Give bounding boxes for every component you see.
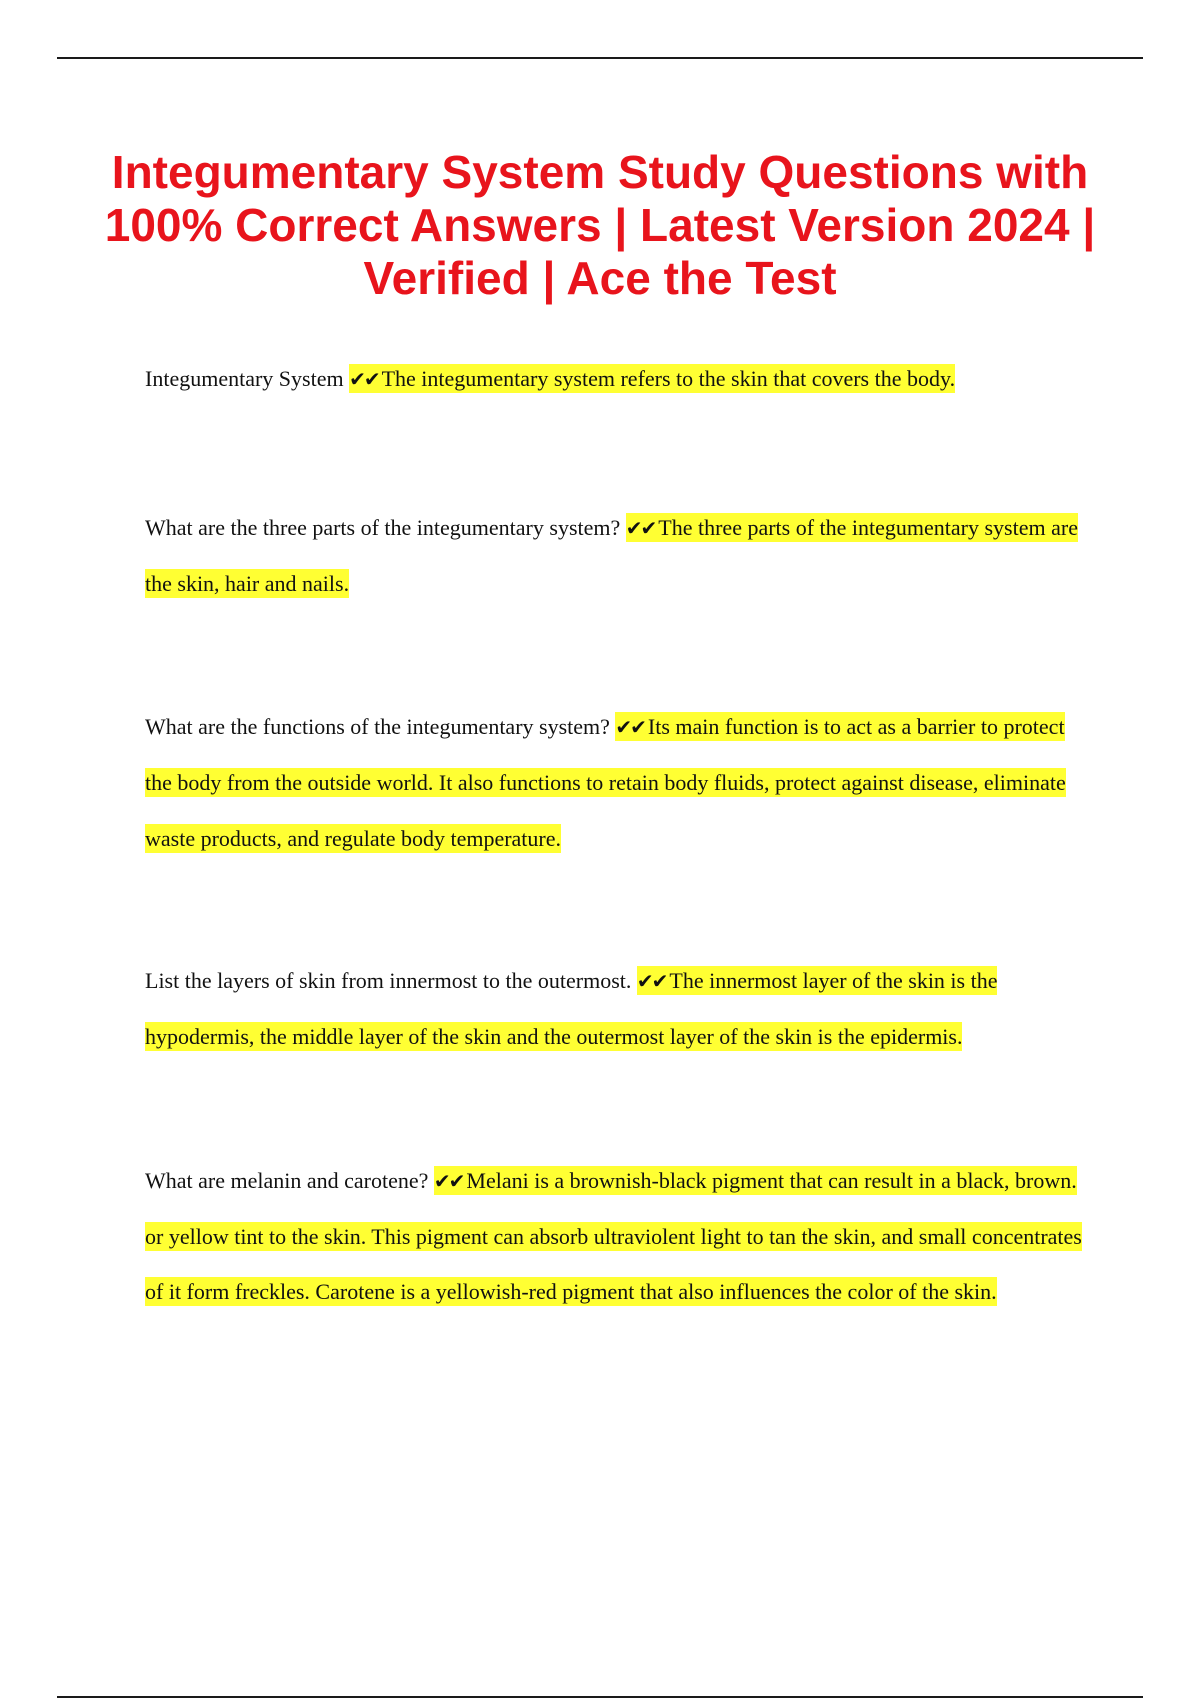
double-check-icon: ✔✔ [636, 969, 667, 993]
answer-text: The three parts of the integumentary system are the skin, hair and nails. [145, 515, 1078, 596]
question-text: Integumentary System [145, 366, 344, 391]
question-text: What are the three parts of the integumentary system? [145, 515, 621, 540]
answer-highlight [349, 364, 955, 393]
top-rule [57, 57, 1143, 59]
answer-text: The innermost layer of the skin is the hypodermis, the middle layer of the skin and the outermost layer of the skin is the epidermis. [145, 968, 998, 1049]
question-text: What are the functions of the integumentary system? [145, 714, 610, 739]
double-check-icon: ✔✔ [615, 715, 645, 739]
qa-entry-4 [145, 953, 1095, 1065]
qa-entry-2 [145, 500, 1095, 612]
answer-text: Melani is a brownish-black pigment that can result in a black, brown. or yellow tint to the skin. This pigment can absorb ultraviolent light to tan the skin, and small concentrates of it form freckles. Carotene is a yellowish-red pigment that also influences the color of the skin. [145, 1168, 1082, 1304]
qa-entry-5 [145, 1153, 1095, 1319]
double-check-icon: ✔✔ [349, 367, 379, 391]
bottom-rule [57, 1696, 1143, 1698]
question-text: List the layers of skin from innermost to the outermost. [145, 968, 632, 993]
document-title: Integumentary System Study Questions with 100% Correct Answers | Latest Version 2024 | Verified | Ace the Test [104, 146, 1096, 304]
double-check-icon: ✔✔ [625, 516, 656, 540]
answer-text: Its main function is to act as a barrier to protect the body from the outside world. It also functions to retain body fluids, protect against disease, eliminate waste products, and regulate body temperature. [145, 714, 1066, 851]
double-check-icon: ✔✔ [433, 1169, 464, 1193]
qa-entry-3 [145, 699, 1095, 867]
answer-text: The integumentary system refers to the skin that covers the body. [381, 366, 956, 391]
qa-entry-1 [145, 351, 1095, 407]
question-text: What are melanin and carotene? [145, 1168, 429, 1193]
